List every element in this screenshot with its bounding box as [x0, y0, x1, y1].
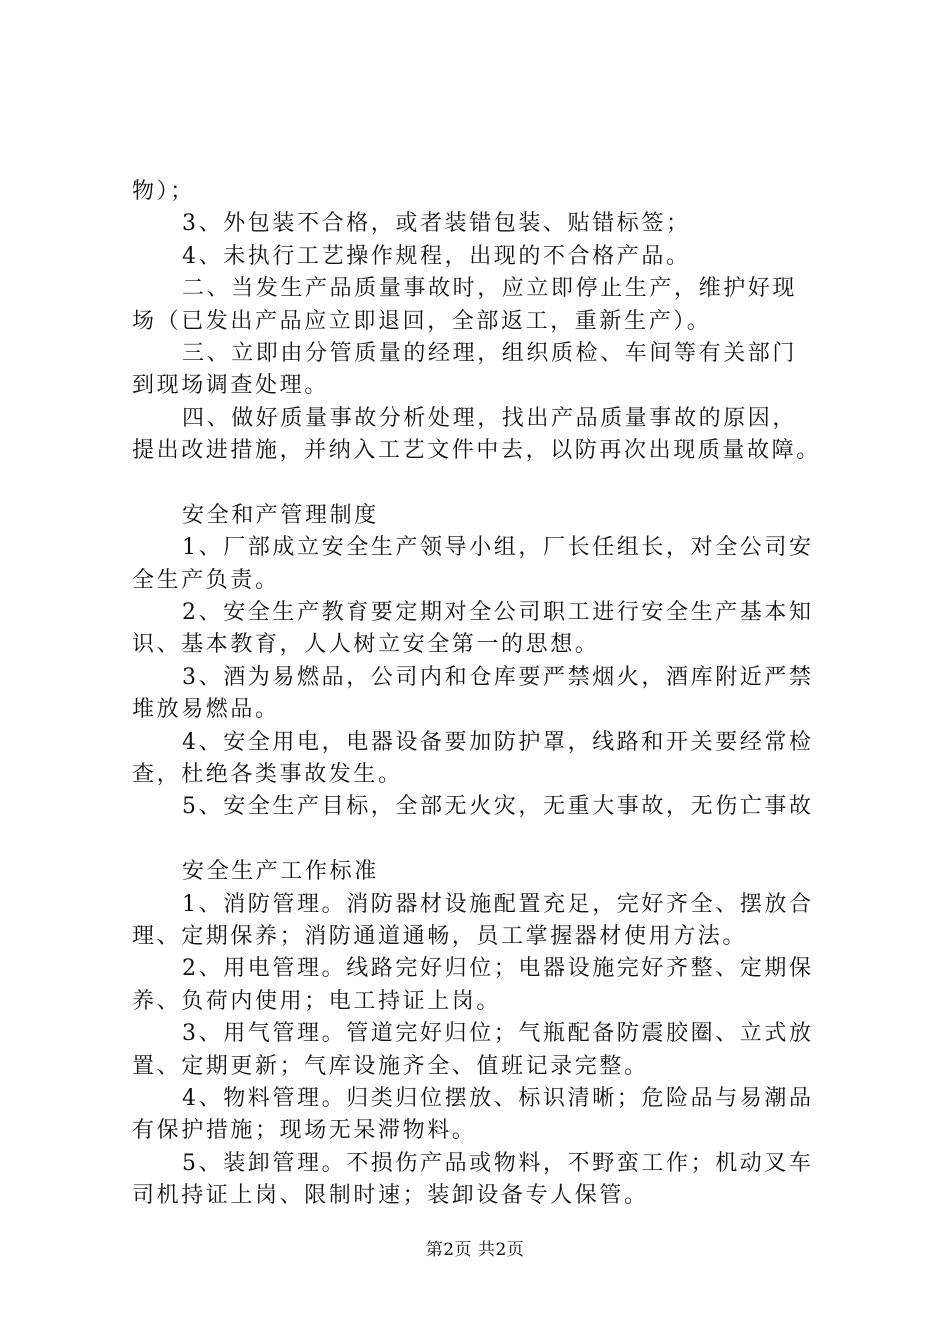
section-heading: 安全和产管理制度 — [182, 502, 379, 528]
body-line: 堆放易燃品。 — [132, 697, 280, 723]
body-line: 5、装卸管理。不损伤产品或物料，不野蛮工作；机动叉车 — [182, 1150, 814, 1176]
body-line: 场（已发出产品应立即退回，全部返工，重新生产）。 — [132, 308, 712, 334]
body-line: 查，杜绝各类事故发生。 — [132, 762, 403, 788]
body-line: 识、基本教育，人人树立安全第一的思想。 — [132, 632, 600, 658]
body-line: 3、酒为易燃品，公司内和仓库要严禁烟火，酒库附近严禁 — [182, 664, 814, 690]
body-line: 4、物料管理。归类归位摆放、标识清晰；危险品与易潮品 — [182, 1085, 814, 1111]
body-line: 3、外包装不合格，或者装错包装、贴错标签； — [182, 211, 691, 237]
body-line: 4、安全用电，电器设备要加防护罩，线路和开关要经常检 — [182, 729, 814, 755]
body-line: 二、当发生产品质量事故时，应立即停止生产，维护好现 — [182, 276, 798, 302]
body-line: 4、未执行工艺操作规程，出现的不合格产品。 — [182, 243, 691, 269]
body-line: 2、用电管理。线路完好归位；电器设施完好齐整、定期保 — [182, 956, 814, 982]
body-line: 三、立即由分管质量的经理，组织质检、车间等有关部门 — [182, 340, 798, 366]
paragraph-gap — [132, 824, 842, 856]
body-line: 3、用气管理。管道完好归位；气瓶配备防震胶圈、立式放 — [182, 1021, 814, 1047]
body-line: 1、厂部成立安全生产领导小组，厂长任组长，对全公司安 — [182, 535, 814, 561]
body-line: 5、安全生产目标，全部无火灾，无重大事故，无伤亡事故 — [182, 794, 814, 820]
body-line: 司机持证上岗、限制时速；装卸设备专人保管。 — [132, 1183, 649, 1209]
body-line: 理、定期保养；消防通道通畅，员工掌握器材使用方法。 — [132, 923, 748, 949]
body-line: 到现场调查处理。 — [132, 373, 329, 399]
document-body — [132, 176, 842, 1213]
body-line: 物）； — [132, 179, 195, 204]
page-number-footer: 第2页 共2页 — [425, 1240, 525, 1260]
safety-standard-section — [132, 856, 842, 1212]
body-line: 1、消防管理。消防器材设施配置充足，完好齐全、摆放合 — [182, 891, 814, 917]
paragraph-gap — [132, 468, 842, 500]
body-line: 全生产负责。 — [132, 567, 280, 593]
body-line: 置、定期更新；气库设施齐全、值班记录完整。 — [132, 1053, 649, 1079]
body-line: 有保护措施；现场无呆滞物料。 — [132, 1118, 477, 1144]
body-line: 养、负荷内使用；电工持证上岗。 — [132, 988, 502, 1014]
body-line: 四、做好质量事故分析处理，找出产品质量事故的原因， — [182, 405, 798, 431]
section-heading: 安全生产工作标准 — [182, 859, 379, 885]
safety-management-section — [132, 500, 842, 824]
body-line: 提出改进措施，并纳入工艺文件中去，以防再次出现质量故障。 — [132, 438, 821, 464]
body-line: 2、安全生产教育要定期对全公司职工进行安全生产基本知 — [182, 600, 814, 626]
quality-accident-block — [132, 176, 842, 468]
